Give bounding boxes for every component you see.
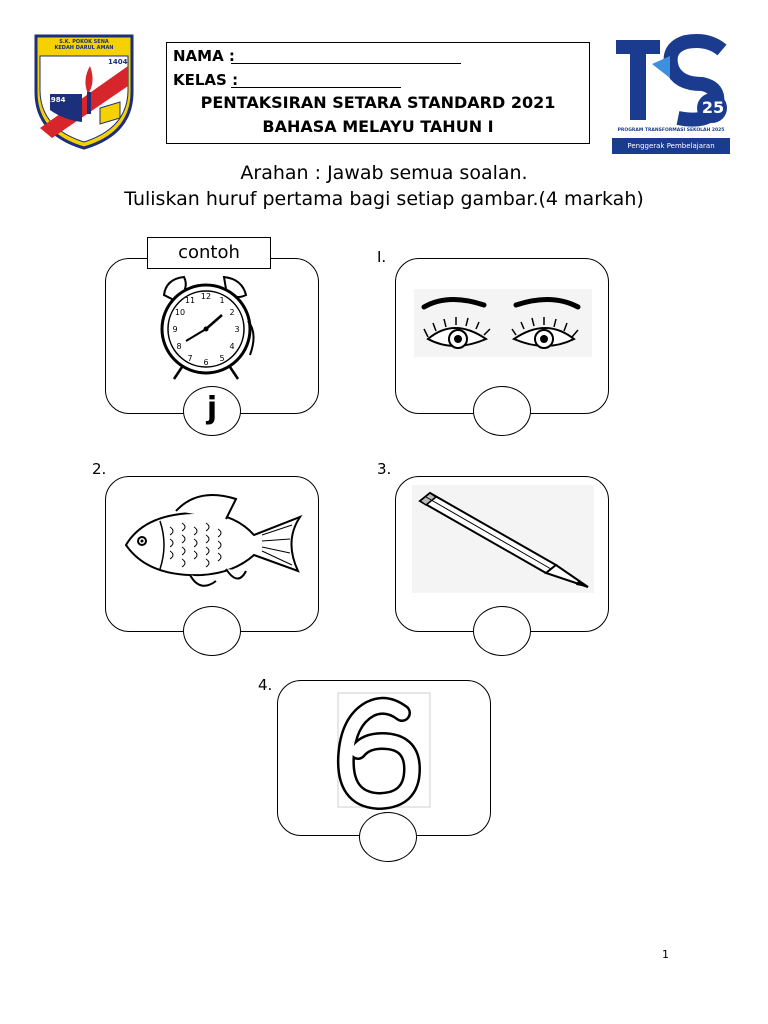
svg-text:3: 3 [234,325,240,334]
crest-top-text: S.K. POKOK SENA [59,39,109,45]
svg-text:8: 8 [176,342,182,351]
nama-label: NAMA : [173,47,235,65]
crest-sub-text: KEDAH DARUL AMAN [54,45,114,51]
answer-circle-2[interactable] [183,606,241,656]
answer-circle-4[interactable] [359,812,417,862]
kelas-label: KELAS : [173,71,239,89]
svg-text:10: 10 [174,308,186,317]
svg-text:6: 6 [203,358,209,367]
page-number: 1 [662,948,669,961]
ts25-logo [612,34,730,166]
svg-text:7: 7 [187,354,193,363]
student-info-box [166,42,590,144]
question-number-1: I. [377,248,387,266]
svg-text:12: 12 [200,292,212,301]
test-title [167,93,589,112]
svg-text:1: 1 [219,296,225,305]
svg-text:11: 11 [184,296,196,305]
ts25-caption: PROGRAM TRANSFORMASI SEKOLAH 2025 [617,128,725,133]
crest-year-right: 1404 [108,58,128,66]
svg-text:5: 5 [219,354,225,363]
test-year: 2021 [510,93,556,112]
nama-field[interactable] [231,63,461,64]
question-number-3: 3. [377,460,392,478]
answer-circle-3[interactable] [473,606,531,656]
svg-text:9: 9 [172,325,178,334]
instruction-line-1: Arahan : Jawab semua soalan. [240,162,528,184]
school-crest-logo [30,30,138,150]
ts25-banner: Penggerak Pembelajaran Bermakna [612,138,730,154]
crest-year-left: 1984 [46,96,66,104]
question-number-4: 4. [258,676,273,694]
svg-text:2: 2 [229,308,235,317]
example-answer: j [183,386,241,436]
test-title-text: PENTAKSIRAN SETARA STANDARD [200,93,506,112]
ts25-badge: 25 [701,98,725,117]
question-number-2: 2. [92,460,107,478]
kelas-field[interactable] [231,87,401,88]
subject-title: BAHASA MELAYU TAHUN I [262,117,494,136]
instruction-line-2: Tuliskan huruf pertama bagi setiap gambar.(4 markah) [124,188,644,210]
example-tab: contoh [147,237,271,269]
answer-circle-1[interactable] [473,386,531,436]
svg-text:4: 4 [229,342,235,351]
